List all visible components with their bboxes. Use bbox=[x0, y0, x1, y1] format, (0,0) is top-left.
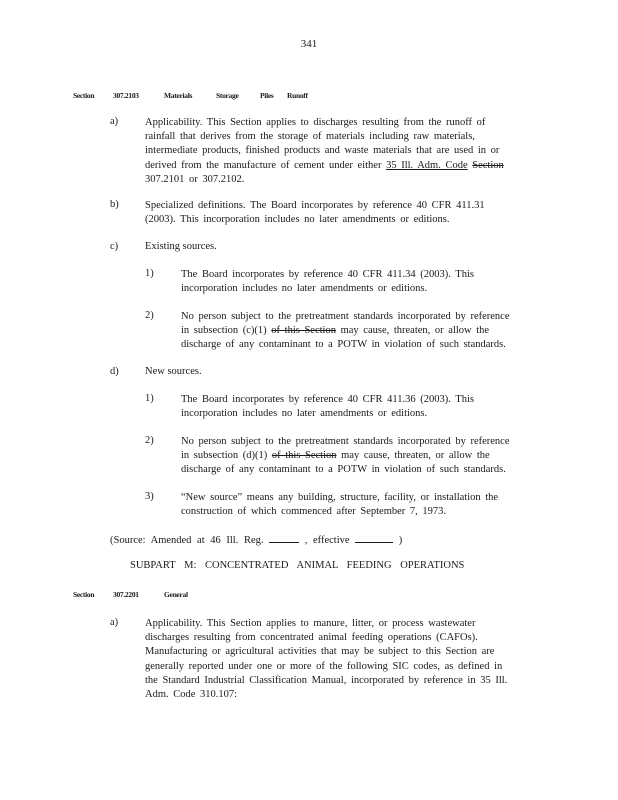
text-line: The Board incorporates by reference 40 CFR 411.34 (2003). This bbox=[181, 269, 474, 280]
item-marker: 1) bbox=[145, 393, 154, 404]
item-c2-text bbox=[181, 310, 510, 353]
section-label: Section bbox=[73, 91, 95, 100]
text-line: the Standard Industrial Classification Manual, incorporated by reference in 35 Ill. bbox=[145, 674, 508, 686]
subsection-c-text: Existing sources. bbox=[145, 241, 217, 252]
subsection-marker: c) bbox=[110, 241, 119, 252]
section-title: General bbox=[164, 590, 188, 599]
text-line: incorporation includes no later amendments or editions. bbox=[181, 283, 428, 295]
subsection-marker: a) bbox=[110, 116, 119, 127]
section-number: 307.2103 bbox=[113, 91, 139, 100]
text-line: incorporation includes no later amendments or editions. bbox=[181, 408, 428, 420]
item-c1-text bbox=[181, 268, 474, 296]
text-line: discharge of any contaminant to a POTW in violation of such standards. bbox=[181, 464, 506, 476]
struck-text: Section bbox=[472, 159, 504, 171]
text-line: construction of which commenced after September 7, 1973. bbox=[181, 506, 447, 518]
text-fragment: in subsection (d)(1) bbox=[181, 450, 272, 462]
item-d1-text bbox=[181, 393, 474, 421]
text-line: rainfall that derives from the storage of materials including raw materials, bbox=[145, 131, 475, 143]
subsection-marker: d) bbox=[110, 366, 119, 377]
subpart-heading: SUBPART M: CONCENTRATED ANIMAL FEEDING OPERATIONS bbox=[130, 560, 465, 571]
text-line: No person subject to the pretreatment standards incorporated by reference bbox=[181, 311, 510, 322]
section-title-word: Runoff bbox=[287, 91, 308, 100]
subsection-marker: a) bbox=[110, 617, 119, 628]
section-number: 307.2201 bbox=[113, 590, 139, 599]
text-fragment: derived from the manufacture of cement under either bbox=[145, 159, 387, 171]
blank-line bbox=[355, 533, 393, 543]
text-line bbox=[181, 324, 510, 338]
section-title-word: Materials bbox=[164, 91, 193, 100]
text-line bbox=[145, 159, 504, 173]
text-line: Applicability. This Section applies to manure, litter, or process wastewater bbox=[145, 618, 476, 629]
struck-text: of this Section bbox=[271, 450, 337, 462]
section-title-word: Piles bbox=[260, 91, 274, 100]
item-marker: 2) bbox=[145, 310, 154, 321]
text-fragment: in subsection (c)(1) bbox=[181, 325, 272, 337]
source-note-text: (Source: Amended at 46 Ill. Reg. bbox=[110, 535, 264, 546]
item-d3-text bbox=[181, 491, 498, 519]
text-fragment: may cause, threaten, or allow the bbox=[336, 450, 490, 462]
text-line: 307.2101 or 307.2102. bbox=[145, 173, 245, 185]
source-note-text: , effective bbox=[304, 535, 350, 546]
struck-text: of this Section bbox=[271, 325, 336, 337]
inserted-citation: 35 Ill. Adm. Code bbox=[386, 159, 468, 171]
text-line: “New source” means any building, structure, facility, or installation the bbox=[181, 492, 499, 503]
source-note bbox=[110, 533, 402, 546]
text-line: Specialized definitions. The Board incorporates by reference 40 CFR 411.31 bbox=[145, 200, 485, 211]
item-marker: 3) bbox=[145, 491, 154, 502]
page-number: 341 bbox=[300, 38, 318, 50]
text-line: Applicability. This Section applies to discharges resulting from the runoff of bbox=[145, 117, 486, 128]
text-fragment: may cause, threaten, or allow the bbox=[335, 325, 490, 337]
text-line bbox=[181, 449, 510, 463]
text-line: discharge of any contaminant to a POTW in violation of such standards. bbox=[181, 339, 506, 351]
text-line: generally reported under one or more of the following SIC codes, as defined in bbox=[145, 660, 503, 672]
text-line: Adm. Code 310.107: bbox=[145, 689, 238, 701]
section-title-word: Storage bbox=[216, 91, 239, 100]
item-marker: 2) bbox=[145, 435, 154, 446]
blank-line bbox=[269, 533, 299, 543]
subsection-a-text bbox=[145, 617, 507, 702]
subsection-a-text bbox=[145, 116, 504, 187]
text-line: intermediate products, finished products and waste materials that are used in or bbox=[145, 145, 500, 157]
source-note-text: ) bbox=[398, 535, 403, 546]
text-line: Manufacturing or agricultural activities that may be subject to this Section are bbox=[145, 646, 495, 658]
item-d2-text bbox=[181, 435, 510, 478]
text-line: No person subject to the pretreatment standards incorporated by reference bbox=[181, 436, 510, 447]
text-line: discharges resulting from concentrated animal feeding operations (CAFOs). bbox=[145, 632, 478, 644]
text-line: (2003). This incorporation includes no later amendments or editions. bbox=[145, 214, 450, 226]
item-marker: 1) bbox=[145, 268, 154, 279]
text-line: The Board incorporates by reference 40 CFR 411.36 (2003). This bbox=[181, 394, 474, 405]
section-label: Section bbox=[73, 590, 95, 599]
subsection-marker: b) bbox=[110, 199, 119, 210]
subsection-d-text: New sources. bbox=[145, 366, 202, 377]
subsection-b-text bbox=[145, 199, 485, 227]
